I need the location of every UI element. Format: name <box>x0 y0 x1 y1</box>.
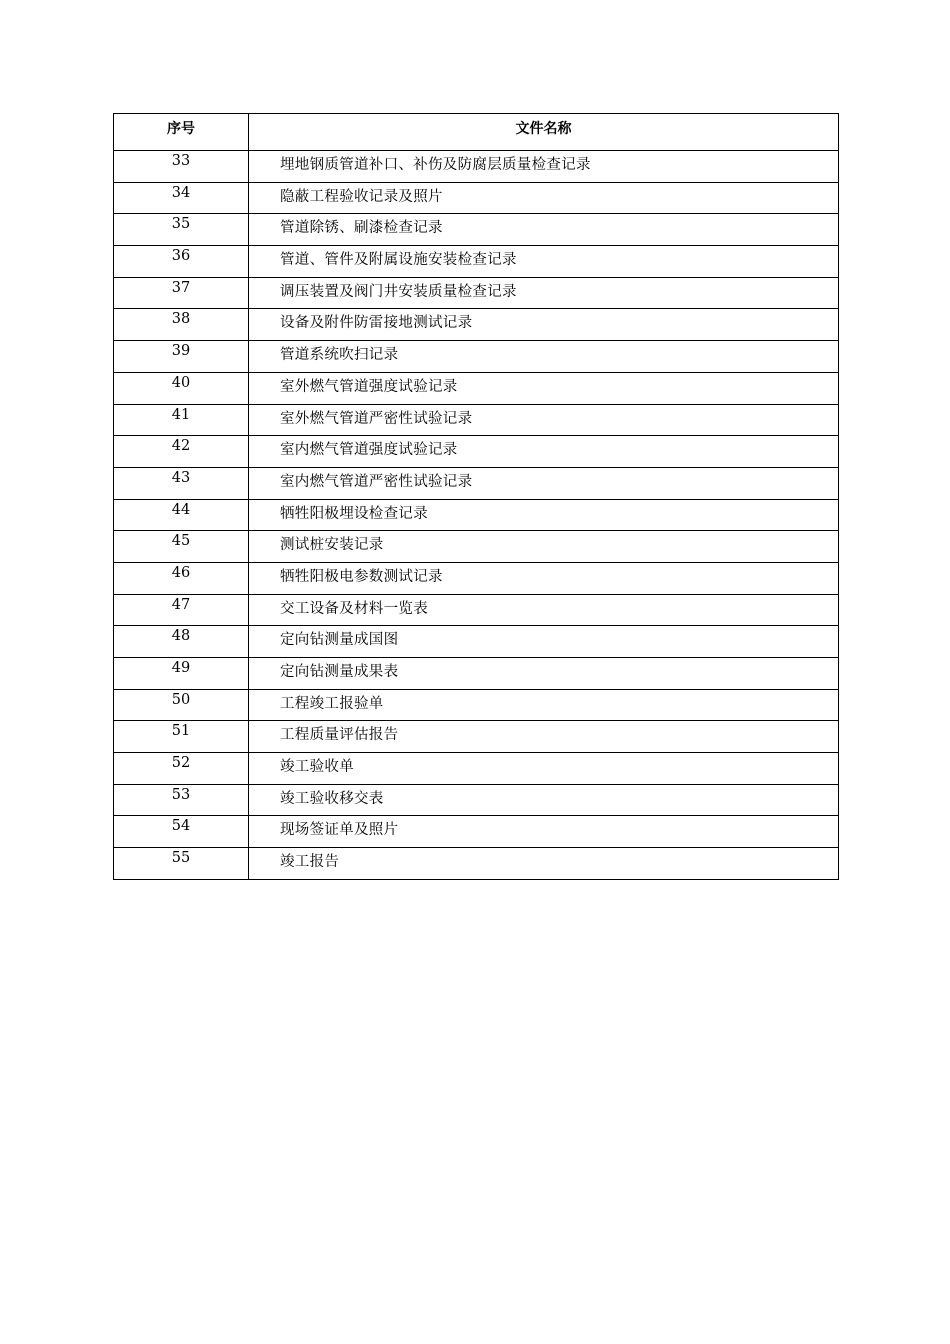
file-name-cell: 管道、管件及附属设施安装检查记录 <box>249 246 839 278</box>
table-row <box>114 816 839 848</box>
table-row <box>114 784 839 816</box>
file-name-cell: 竣工验收移交表 <box>249 784 839 816</box>
row-number-cell: 55 <box>114 848 249 880</box>
file-name-cell: 工程竣工报验单 <box>249 689 839 721</box>
row-number-cell: 38 <box>114 309 249 341</box>
table-row <box>114 594 839 626</box>
table-row <box>114 658 839 690</box>
file-name-cell: 管道系统吹扫记录 <box>249 341 839 373</box>
row-number-cell: 52 <box>114 753 249 785</box>
table-row <box>114 341 839 373</box>
file-name-cell: 交工设备及材料一览表 <box>249 594 839 626</box>
file-name-cell: 室外燃气管道严密性试验记录 <box>249 404 839 436</box>
file-name-cell: 设备及附件防雷接地测试记录 <box>249 309 839 341</box>
row-number-cell: 50 <box>114 689 249 721</box>
row-number-cell: 42 <box>114 436 249 468</box>
file-name-cell: 调压装置及阀门井安装质量检查记录 <box>249 277 839 309</box>
table-row <box>114 467 839 499</box>
column-header-file-name: 文件名称 <box>249 114 839 151</box>
row-number-cell: 53 <box>114 784 249 816</box>
table-header-row <box>114 114 839 151</box>
file-name-cell: 室内燃气管道强度试验记录 <box>249 436 839 468</box>
row-number-cell: 49 <box>114 658 249 690</box>
file-name-cell: 管道除锈、刷漆检查记录 <box>249 214 839 246</box>
table-row <box>114 246 839 278</box>
table-row <box>114 848 839 880</box>
column-header-number: 序号 <box>114 114 249 151</box>
file-name-cell: 室外燃气管道强度试验记录 <box>249 372 839 404</box>
file-name-cell: 现场签证单及照片 <box>249 816 839 848</box>
table-row <box>114 277 839 309</box>
row-number-cell: 43 <box>114 467 249 499</box>
row-number-cell: 46 <box>114 562 249 594</box>
table-row <box>114 182 839 214</box>
table-row <box>114 309 839 341</box>
row-number-cell: 51 <box>114 721 249 753</box>
row-number-cell: 45 <box>114 531 249 563</box>
row-number-cell: 48 <box>114 626 249 658</box>
table-body <box>114 151 839 880</box>
file-name-cell: 测试桩安装记录 <box>249 531 839 563</box>
row-number-cell: 54 <box>114 816 249 848</box>
table-row <box>114 531 839 563</box>
row-number-cell: 33 <box>114 151 249 183</box>
row-number-cell: 44 <box>114 499 249 531</box>
row-number-cell: 36 <box>114 246 249 278</box>
file-name-cell: 定向钻测量成果表 <box>249 658 839 690</box>
row-number-cell: 39 <box>114 341 249 373</box>
row-number-cell: 47 <box>114 594 249 626</box>
table-row <box>114 214 839 246</box>
table-row <box>114 372 839 404</box>
file-name-cell: 竣工验收单 <box>249 753 839 785</box>
file-name-cell: 竣工报告 <box>249 848 839 880</box>
table-row <box>114 753 839 785</box>
table-row <box>114 404 839 436</box>
table-row <box>114 689 839 721</box>
file-name-cell: 牺牲阳极埋设检查记录 <box>249 499 839 531</box>
file-name-cell: 室内燃气管道严密性试验记录 <box>249 467 839 499</box>
table-row <box>114 626 839 658</box>
file-name-cell: 牺牲阳极电参数测试记录 <box>249 562 839 594</box>
file-list-table <box>113 113 839 880</box>
table-row <box>114 721 839 753</box>
file-name-cell: 埋地钢质管道补口、补伤及防腐层质量检查记录 <box>249 151 839 183</box>
table-row <box>114 499 839 531</box>
row-number-cell: 35 <box>114 214 249 246</box>
row-number-cell: 40 <box>114 372 249 404</box>
file-name-cell: 定向钻测量成国图 <box>249 626 839 658</box>
row-number-cell: 34 <box>114 182 249 214</box>
row-number-cell: 41 <box>114 404 249 436</box>
table-row <box>114 151 839 183</box>
file-name-cell: 隐蔽工程验收记录及照片 <box>249 182 839 214</box>
table-row <box>114 436 839 468</box>
file-name-cell: 工程质量评估报告 <box>249 721 839 753</box>
row-number-cell: 37 <box>114 277 249 309</box>
table-row <box>114 562 839 594</box>
